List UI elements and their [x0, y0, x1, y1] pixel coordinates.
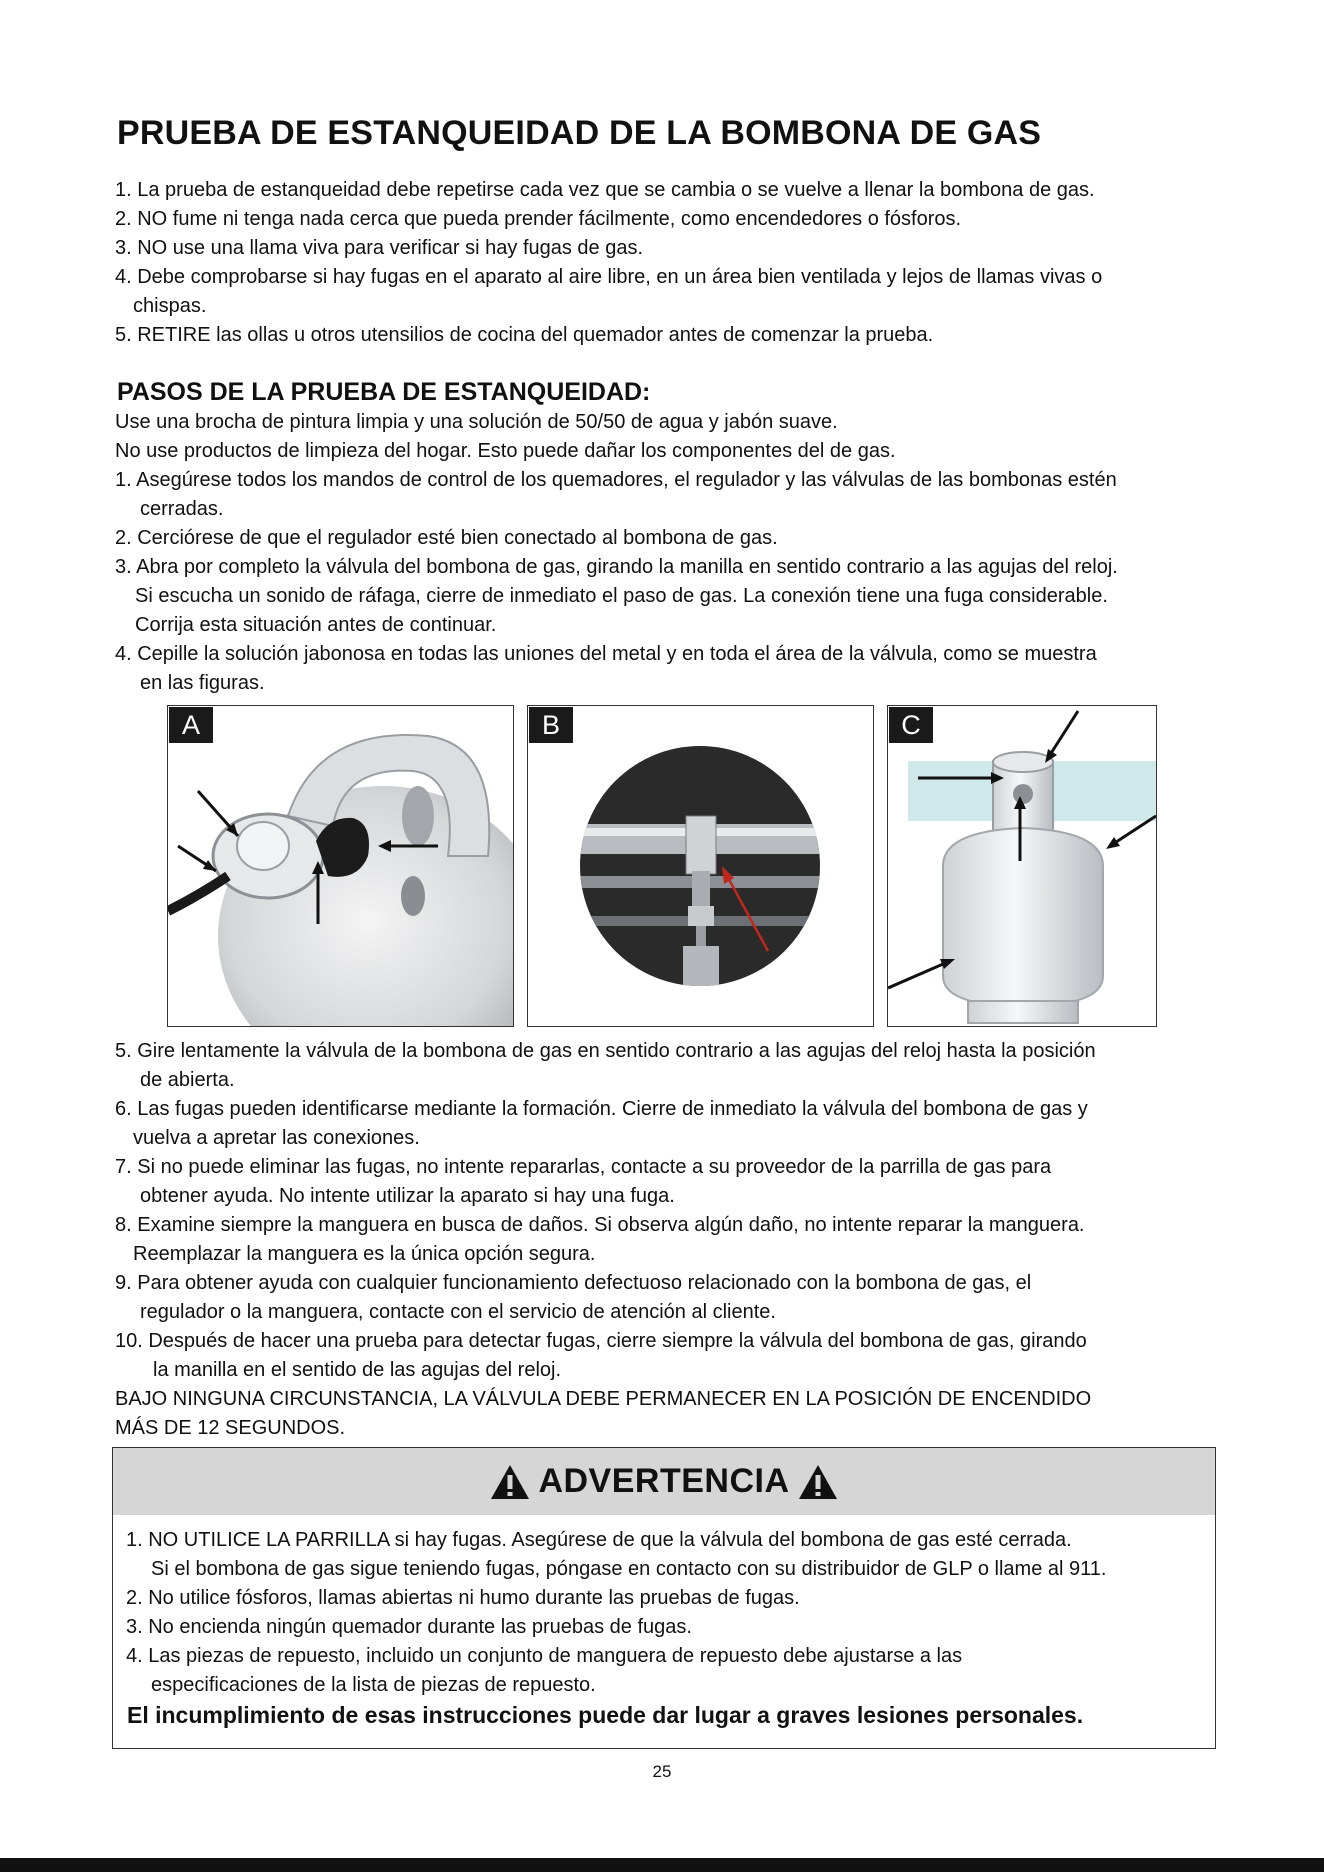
- intro-item-4: 4. Debe comprobarse si hay fugas en el aparato al aire libre, en un área bien ventilada y lejos de llamas vivas o: [115, 266, 1103, 288]
- warning-triangle-icon: [490, 1464, 530, 1500]
- step-item-3-cont2: Corrija esta situación antes de continuar.: [135, 614, 497, 636]
- regulator-connection-closeup-icon: [528, 706, 873, 1026]
- intro-item-4-cont: chispas.: [133, 295, 207, 317]
- caps-notice-2: MÁS DE 12 SEGUNDOS.: [115, 1417, 346, 1439]
- warning-list: [126, 1526, 1106, 1700]
- steps-heading: PASOS DE LA PRUEBA DE ESTANQUEIDAD:: [117, 378, 651, 406]
- warning-item-1: 1. NO UTILICE LA PARRILLA si hay fugas. Asegúrese de que la válvula del bombona de gas esté cerrada.: [126, 1529, 1072, 1551]
- step-item-3-cont: Si escucha un sonido de ráfaga, cierre de inmediato el paso de gas. La conexión tiene una fuga considerable.: [135, 585, 1108, 607]
- figure-b: [527, 705, 874, 1027]
- step-item-2: 2. Cerciórese de que el regulador esté bien conectado al bombona de gas.: [115, 527, 778, 549]
- step-item-5: 5. Gire lentamente la válvula de la bombona de gas en sentido contrario a las agujas del reloj hasta la posición: [115, 1040, 1096, 1062]
- intro-list: [115, 176, 1102, 350]
- step-item-10-cont: la manilla en el sentido de las agujas del reloj.: [153, 1359, 562, 1381]
- warning-item-2: 2. No utilice fósforos, llamas abiertas ni humo durante las pruebas de fugas.: [126, 1587, 800, 1609]
- step-item-4-cont: en las figuras.: [140, 672, 265, 694]
- warning-final-statement: El incumplimiento de esas instrucciones puede dar lugar a graves lesiones personales.: [127, 1702, 1084, 1728]
- step-item-8: 8. Examine siempre la manguera en busca de daños. Si observa algún daño, no intente reparar la manguera.: [115, 1214, 1085, 1236]
- figure-c-label: C: [889, 707, 933, 743]
- intro-item-1: 1. La prueba de estanqueidad debe repetirse cada vez que se cambia o se vuelve a llenar la bombona de gas.: [115, 179, 1095, 201]
- figure-a: [167, 705, 514, 1027]
- caps-notice: BAJO NINGUNA CIRCUNSTANCIA, LA VÁLVULA DEBE PERMANECER EN LA POSICIÓN DE ENCENDIDO: [115, 1388, 1092, 1410]
- warning-triangle-icon: [798, 1464, 838, 1500]
- step-item-6-cont: vuelva a apretar las conexiones.: [133, 1127, 420, 1149]
- step-item-9-cont: regulador o la manguera, contacte con el servicio de atención al cliente.: [140, 1301, 776, 1323]
- gas-cylinder-full-view-icon: [888, 706, 1156, 1026]
- step-item-1-cont: cerradas.: [140, 498, 224, 520]
- step-item-4: 4. Cepille la solución jabonosa en todas las uniones del metal y en toda el área de la válvula, como se muestra: [115, 643, 1097, 665]
- gas-cylinder-valve-closeup-icon: [168, 706, 513, 1026]
- intro-item-5: 5. RETIRE las ollas u otros utensilios de cocina del quemador antes de comenzar la prueba.: [115, 324, 934, 346]
- step-item-7-cont: obtener ayuda. No intente utilizar la aparato si hay una fuga.: [140, 1185, 675, 1207]
- step-item-3: 3. Abra por completo la válvula del bombona de gas, girando la manilla en sentido contrario a las agujas del reloj.: [115, 556, 1118, 578]
- steps-list-2: [115, 1037, 1096, 1443]
- page-number: 25: [652, 1762, 672, 1781]
- step-item-7: 7. Si no puede eliminar las fugas, no intente repararlas, contacte a su proveedor de la parrilla de gas para: [115, 1156, 1052, 1178]
- intro-item-3: 3. NO use una llama viva para verificar si hay fugas de gas.: [115, 237, 644, 259]
- step-item-1: 1. Asegúrese todos los mandos de control de los quemadores, el regulador y las válvulas de las bombonas estén: [115, 469, 1117, 491]
- warning-item-3: 3. No encienda ningún quemador durante las pruebas de fugas.: [126, 1616, 692, 1638]
- warning-item-4: 4. Las piezas de repuesto, incluido un conjunto de manguera de repuesto debe ajustarse a las: [126, 1645, 963, 1667]
- figure-a-label: A: [169, 707, 213, 743]
- step-item-6: 6. Las fugas pueden identificarse mediante la formación. Cierre de inmediato la válvula del bombona de gas y: [115, 1098, 1088, 1120]
- intro-item-2: 2. NO fume ni tenga nada cerca que pueda prender fácilmente, como encendedores o fósforos.: [115, 208, 962, 230]
- warning-box: [112, 1447, 1216, 1749]
- figure-b-label: B: [529, 707, 573, 743]
- warning-item-4-cont: especificaciones de la lista de piezas de repuesto.: [151, 1674, 596, 1696]
- warning-heading: ADVERTENCIA: [538, 1462, 790, 1500]
- bottom-border: [0, 1858, 1324, 1872]
- step-item-5-cont: de abierta.: [140, 1069, 235, 1091]
- steps-list-1: [115, 408, 1118, 698]
- page-title: PRUEBA DE ESTANQUEIDAD DE LA BOMBONA DE GAS: [117, 114, 1042, 152]
- steps-intro-2: No use productos de limpieza del hogar. Esto puede dañar los componentes del de gas.: [115, 440, 896, 462]
- warning-header: [113, 1448, 1215, 1515]
- step-item-10: 10. Después de hacer una prueba para detectar fugas, cierre siempre la válvula del bombona de gas, girando: [115, 1330, 1087, 1352]
- step-item-9: 9. Para obtener ayuda con cualquier funcionamiento defectuoso relacionado con la bombona de gas, el: [115, 1272, 1032, 1294]
- steps-intro-1: Use una brocha de pintura limpia y una solución de 50/50 de agua y jabón suave.: [115, 411, 838, 433]
- figure-c: [887, 705, 1157, 1027]
- step-item-8-cont: Reemplazar la manguera es la única opción segura.: [133, 1243, 596, 1265]
- figure-panels: [167, 705, 1157, 1027]
- warning-item-1-cont: Si el bombona de gas sigue teniendo fugas, póngase en contacto con su distribuidor de GLP o llame al 911.: [151, 1558, 1107, 1580]
